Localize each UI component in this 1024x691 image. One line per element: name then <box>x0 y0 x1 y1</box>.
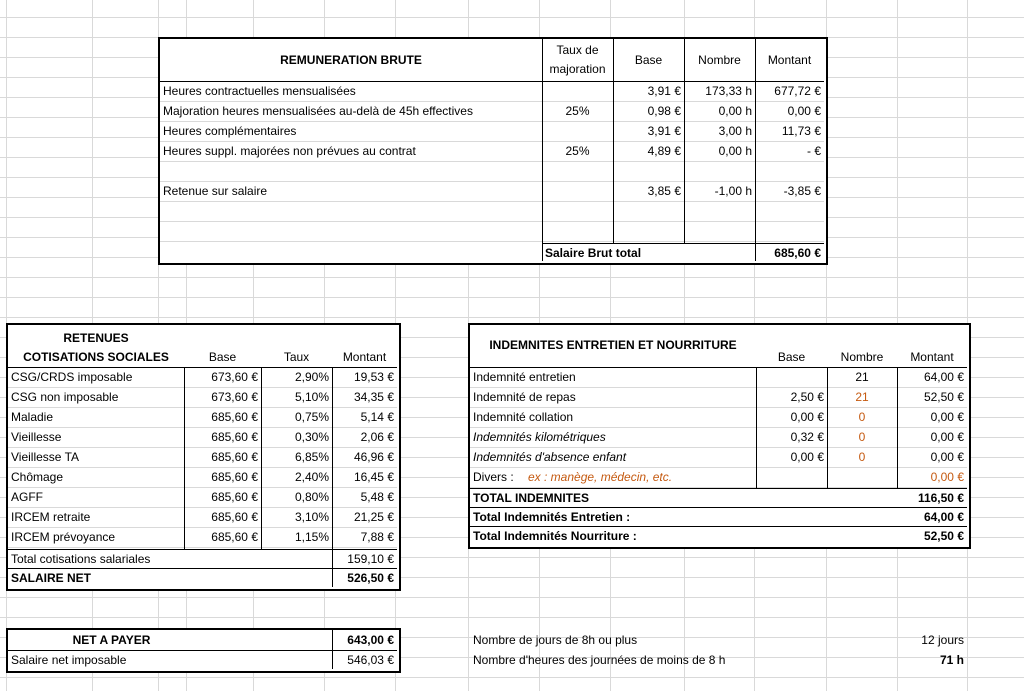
retenue-row-base[interactable]: 685,60 € <box>211 470 258 484</box>
retenue-row-taux[interactable]: 0,30% <box>294 430 329 444</box>
retenues-title-l2: COTISATIONS SOCIALES <box>23 350 169 364</box>
brute-row-taux[interactable]: 25% <box>565 144 590 158</box>
brute-row-divider <box>160 241 824 242</box>
brute-row-nombre[interactable]: 3,00 h <box>718 124 752 138</box>
brute-row-divider <box>160 201 824 202</box>
indemnite-row-nombre[interactable]: 0 <box>858 410 866 424</box>
retenue-row-taux[interactable]: 6,85% <box>294 450 329 464</box>
retenues-header-taux: Taux <box>283 350 310 364</box>
jours-8h-label: Nombre de jours de 8h ou plus <box>473 633 638 647</box>
salaire-net-value[interactable]: 526,50 € <box>347 571 394 585</box>
brute-row-base[interactable]: 3,91 € <box>647 84 681 98</box>
net-a-payer-label: NET A PAYER <box>72 633 151 647</box>
indemnite-row-label[interactable]: Indemnités d'absence enfant <box>473 450 627 464</box>
retenue-row-base[interactable]: 685,60 € <box>211 510 258 524</box>
brute-total-value[interactable]: 685,60 € <box>774 246 821 260</box>
retenue-row-base[interactable]: 673,60 € <box>211 390 258 404</box>
salaire-net-label: SALAIRE NET <box>11 571 92 585</box>
brute-retenue-base[interactable]: 3,85 € <box>647 184 681 198</box>
indemnite-row-label[interactable]: Indemnité collation <box>473 410 574 424</box>
retenue-row-taux[interactable]: 3,10% <box>294 510 329 524</box>
indemnite-row-label[interactable]: Indemnité entretien <box>473 370 576 384</box>
brute-row-divider <box>160 221 824 222</box>
brute-header-taux-l2: majoration <box>549 62 606 76</box>
brute-row-base[interactable]: 4,89 € <box>647 144 681 158</box>
retenue-row-montant[interactable]: 21,25 € <box>353 510 394 524</box>
retenue-row-label[interactable]: Chômage <box>11 470 64 484</box>
brute-row-nombre[interactable]: 173,33 h <box>705 84 752 98</box>
indemnite-row-montant[interactable]: 0,00 € <box>930 430 964 444</box>
total-nourriture-value[interactable]: 52,50 € <box>923 529 964 543</box>
retenue-row-montant[interactable]: 2,06 € <box>360 430 394 444</box>
indemnite-row-montant[interactable]: 52,50 € <box>923 390 964 404</box>
retenue-row-label[interactable]: Vieillesse TA <box>11 450 80 464</box>
indemnites-header-base: Base <box>777 350 806 364</box>
brute-retenue-nombre[interactable]: -1,00 h <box>714 184 752 198</box>
divers-montant[interactable]: 0,00 € <box>930 470 964 484</box>
total-entretien-value[interactable]: 64,00 € <box>923 510 964 524</box>
retenue-row-base[interactable]: 685,60 € <box>211 430 258 444</box>
brute-row-base[interactable]: 3,91 € <box>647 124 681 138</box>
indemnite-row-base[interactable]: 0,00 € <box>790 450 824 464</box>
brute-row-base[interactable]: 0,98 € <box>647 104 681 118</box>
brute-row-montant[interactable]: 677,72 € <box>774 84 821 98</box>
indemnite-row-nombre[interactable]: 21 <box>855 370 869 384</box>
retenues-header-montant: Montant <box>342 350 387 364</box>
retenue-row-base[interactable]: 685,60 € <box>211 410 258 424</box>
retenue-row-base[interactable]: 685,60 € <box>211 490 258 504</box>
retenue-row-montant[interactable]: 16,45 € <box>353 470 394 484</box>
retenue-row-montant[interactable]: 5,14 € <box>360 410 394 424</box>
indemnite-row-base[interactable]: 2,50 € <box>790 390 824 404</box>
net-a-payer-value[interactable]: 643,00 € <box>347 633 394 647</box>
total-entretien-label: Total Indemnités Entretien : <box>473 510 631 524</box>
brute-header-taux <box>542 41 613 79</box>
indemnite-row-nombre[interactable]: 0 <box>858 430 866 444</box>
brute-row-taux[interactable]: 25% <box>565 104 590 118</box>
retenue-row-base[interactable]: 685,60 € <box>211 450 258 464</box>
indemnite-row-base[interactable]: 0,00 € <box>790 410 824 424</box>
brute-header-montant: Montant <box>767 53 812 67</box>
retenue-row-taux[interactable]: 0,80% <box>294 490 329 504</box>
retenue-row-montant[interactable]: 46,96 € <box>353 450 394 464</box>
brute-row-label[interactable]: Majoration heures mensualisées au-delà de 45h effectives <box>163 104 473 118</box>
brute-row-montant[interactable]: 11,73 € <box>781 124 821 138</box>
retenue-row-montant[interactable]: 5,48 € <box>360 490 394 504</box>
brute-header-taux-l1: Taux de <box>556 43 599 57</box>
indemnites-header-nombre: Nombre <box>840 350 884 364</box>
brute-row-label[interactable]: Heures contractuelles mensualisées <box>163 84 356 98</box>
net-imposable-label: Salaire net imposable <box>11 653 127 667</box>
retenue-row-label[interactable]: IRCEM retraite <box>11 510 91 524</box>
brute-row-montant[interactable]: - € <box>806 144 821 158</box>
retenue-row-label[interactable]: AGFF <box>11 490 43 504</box>
heures-moins-8h-label: Nombre d'heures des journées de moins de 8 h <box>473 653 726 667</box>
jours-8h-value[interactable]: 12 jours <box>921 633 964 647</box>
total-indemnites-label: TOTAL INDEMNITES <box>473 491 590 505</box>
retenue-row-taux[interactable]: 5,10% <box>294 390 329 404</box>
net-a-payer-table <box>6 628 401 673</box>
net-imposable-value[interactable]: 546,03 € <box>347 653 394 667</box>
brute-retenue-montant[interactable]: -3,85 € <box>783 184 821 198</box>
retenue-row-taux[interactable]: 1,15% <box>294 530 329 544</box>
divers-hint[interactable]: ex : manège, médecin, etc. <box>528 470 673 484</box>
total-nourriture-label: Total Indemnités Nourriture : <box>473 529 637 543</box>
retenues-title-l1: RETENUES <box>63 331 129 345</box>
brute-row-label[interactable]: Heures complémentaires <box>163 124 297 138</box>
retenues-header-base: Base <box>208 350 237 364</box>
retenue-row-label[interactable]: Vieillesse <box>11 430 62 444</box>
retenue-row-montant[interactable]: 34,35 € <box>353 390 394 404</box>
indemnite-row-nombre[interactable]: 0 <box>858 450 866 464</box>
divers-label: Divers : <box>473 470 514 484</box>
brute-header-base: Base <box>634 53 663 67</box>
indemnite-row-label[interactable]: Indemnités kilométriques <box>473 430 606 444</box>
retenue-row-label[interactable]: CSG non imposable <box>11 390 119 404</box>
brute-retenue-label[interactable]: Retenue sur salaire <box>163 184 268 198</box>
retenue-row-label[interactable]: Maladie <box>11 410 54 424</box>
retenues-row-divider <box>8 547 397 548</box>
brute-total-label: Salaire Brut total <box>545 246 642 260</box>
brute-row-nombre[interactable]: 0,00 h <box>718 144 752 158</box>
indemnites-title: INDEMNITES ENTRETIEN ET NOURRITURE <box>489 338 737 352</box>
brute-row-montant[interactable]: 0,00 € <box>787 104 821 118</box>
retenue-row-taux[interactable]: 0,75% <box>294 410 329 424</box>
retenues-table <box>6 323 401 591</box>
brute-row-label[interactable]: Heures suppl. majorées non prévues au contrat <box>163 144 416 158</box>
retenue-row-base[interactable]: 673,60 € <box>211 370 258 384</box>
total-indemnites-value[interactable]: 116,50 € <box>917 491 964 505</box>
remuneration-brute-table <box>158 37 828 265</box>
heures-moins-8h-value[interactable]: 71 h <box>939 653 964 667</box>
retenues-total-value[interactable]: 159,10 € <box>347 552 394 566</box>
retenue-row-taux[interactable]: 2,90% <box>294 370 329 384</box>
retenue-row-base[interactable]: 685,60 € <box>211 530 258 544</box>
brute-row-nombre[interactable]: 0,00 h <box>718 104 752 118</box>
indemnites-table <box>468 323 971 549</box>
retenue-row-label[interactable]: CSG/CRDS imposable <box>11 370 133 384</box>
retenue-row-montant[interactable]: 7,88 € <box>360 530 394 544</box>
brute-header-nombre: Nombre <box>698 53 741 67</box>
indemnite-row-nombre[interactable]: 21 <box>855 390 869 404</box>
indemnite-row-montant[interactable]: 0,00 € <box>930 450 964 464</box>
brute-row-divider <box>160 161 824 162</box>
retenue-row-label[interactable]: IRCEM prévoyance <box>11 530 116 544</box>
indemnite-row-base[interactable]: 0,32 € <box>790 430 824 444</box>
indemnite-row-label[interactable]: Indemnité de repas <box>473 390 576 404</box>
indemnite-row-montant[interactable]: 64,00 € <box>923 370 964 384</box>
retenues-total-label: Total cotisations salariales <box>11 552 151 566</box>
brute-title: REMUNERATION BRUTE <box>280 53 422 67</box>
indemnites-header-montant: Montant <box>910 350 954 364</box>
retenue-row-taux[interactable]: 2,40% <box>294 470 329 484</box>
retenue-row-montant[interactable]: 19,53 € <box>353 370 394 384</box>
indemnite-row-montant[interactable]: 0,00 € <box>930 410 964 424</box>
